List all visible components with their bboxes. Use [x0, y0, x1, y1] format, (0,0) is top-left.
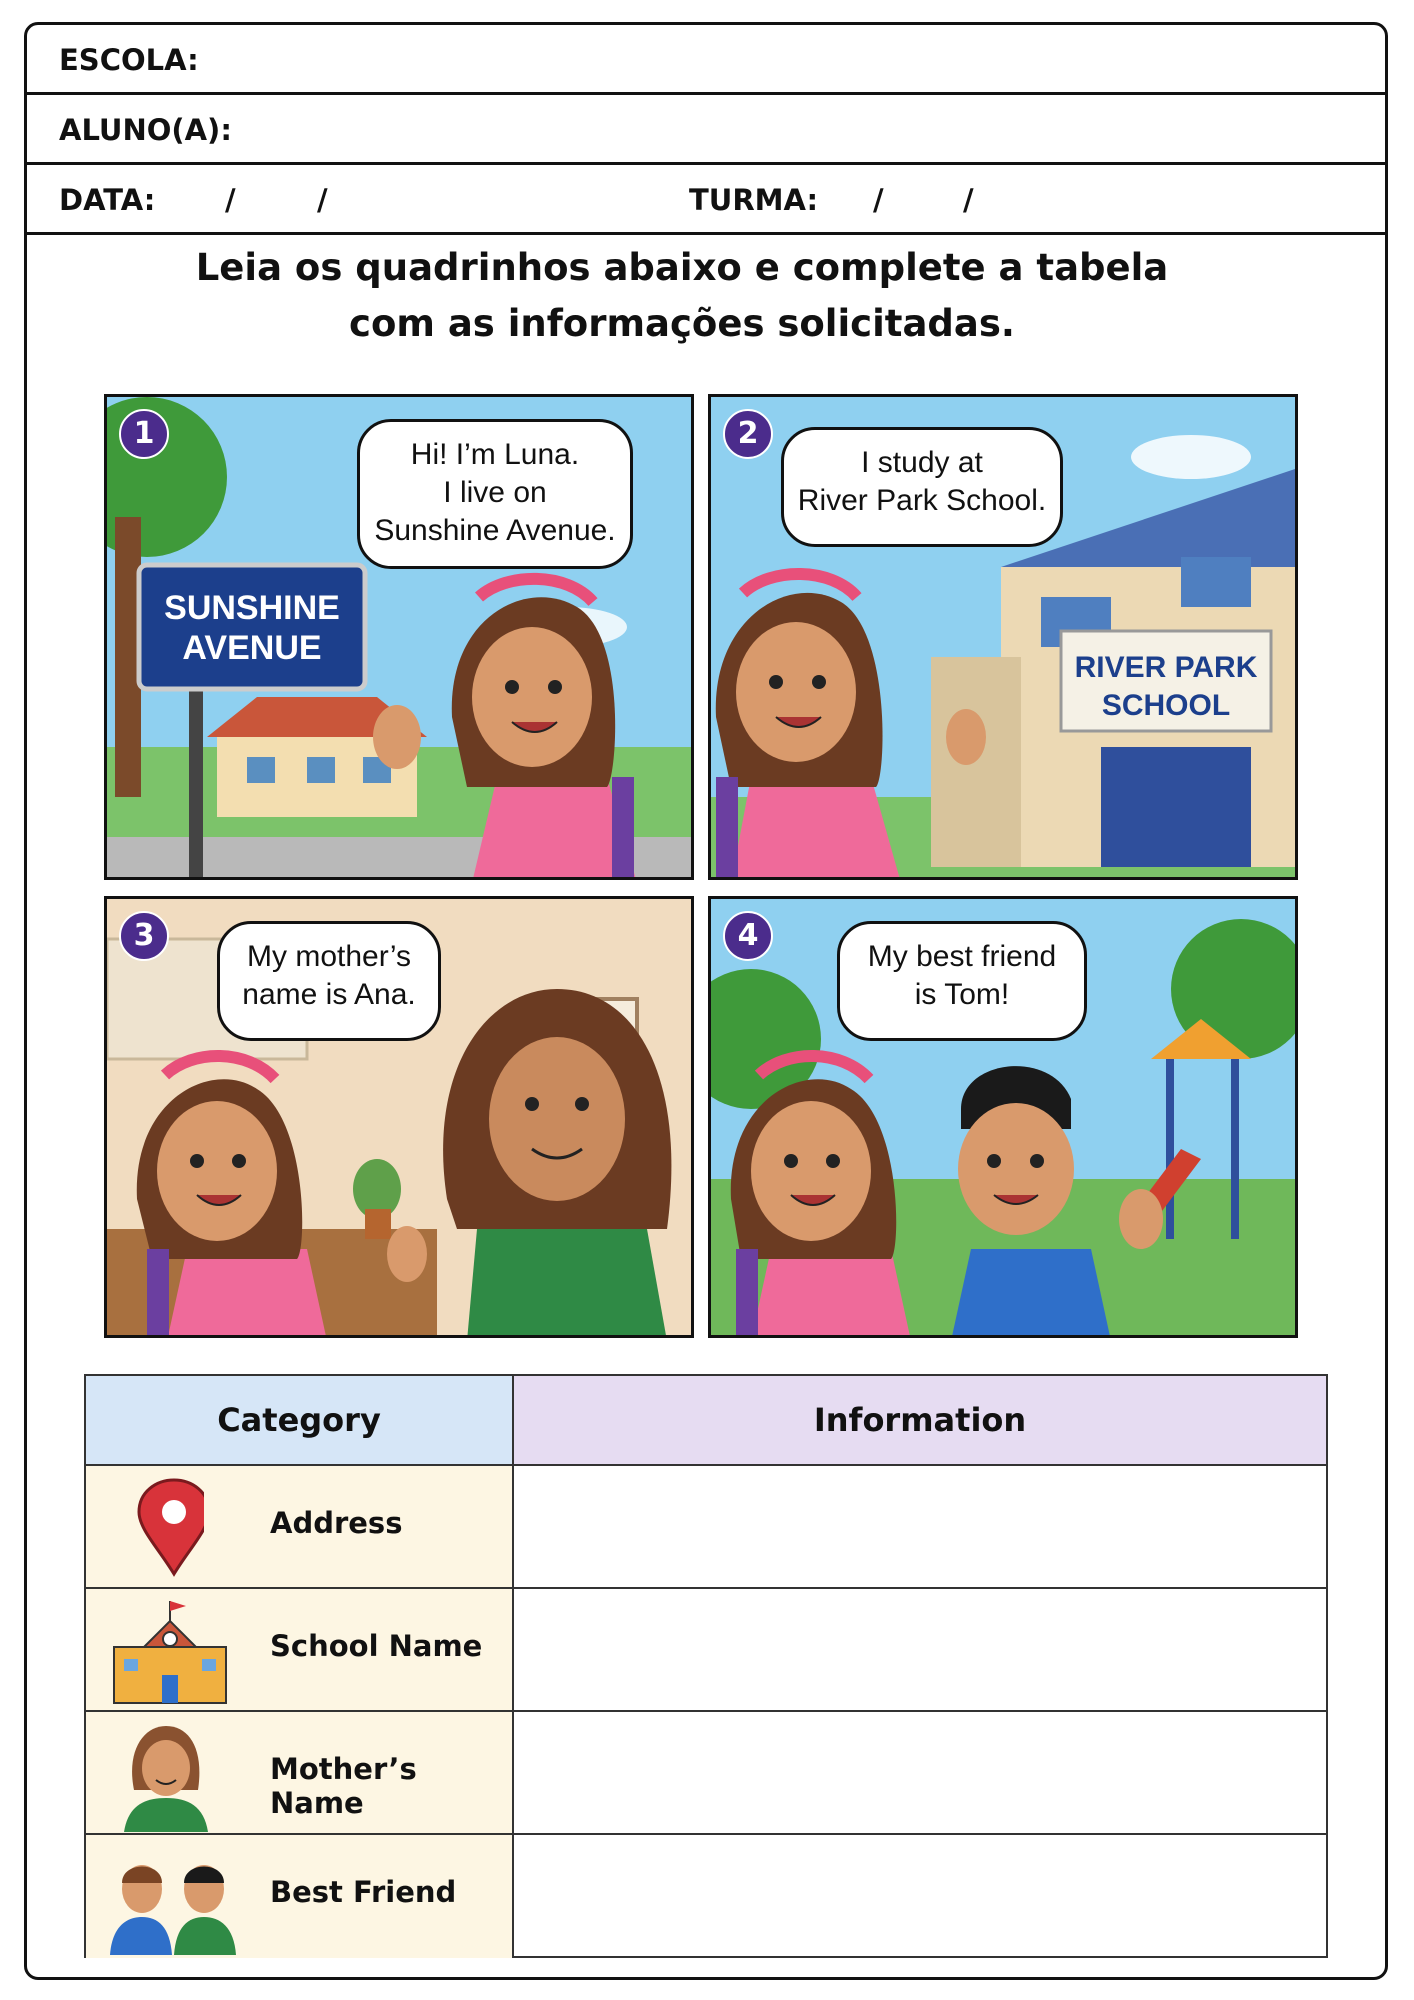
- category-cell: [86, 1712, 514, 1833]
- sunshine-sign-line2: AVENUE: [182, 629, 322, 667]
- category-cell: [86, 1589, 514, 1710]
- information-header: Information: [514, 1376, 1326, 1466]
- category-label-best-friend: Best Friend: [270, 1875, 457, 1909]
- address-answer-cell[interactable]: [514, 1466, 1326, 1587]
- sunshine-sign-line1: SUNSHINE: [164, 589, 340, 627]
- table-row-mothers-name: [86, 1712, 1326, 1835]
- instructions: Leia os quadrinhos abaixo e complete a tabela com as informações solicitadas.: [195, 246, 1169, 345]
- table-row-best-friend: [86, 1835, 1326, 1958]
- school-name-answer-cell[interactable]: [514, 1589, 1326, 1710]
- school-field[interactable]: [27, 25, 1385, 95]
- panel-1-speech-bubble: Hi! I’m Luna. I live on Sunshine Avenue.: [357, 419, 633, 569]
- table-row-school-name: [86, 1589, 1326, 1712]
- category-cell: [86, 1835, 514, 1958]
- category-label-mothers-name: Mother’s Name: [270, 1752, 417, 1820]
- panel-1-number-badge: 1: [119, 409, 169, 459]
- turma-label: TURMA:: [689, 183, 819, 217]
- panel-2-number-badge: 2: [723, 409, 773, 459]
- data-slash-1: /: [225, 183, 236, 217]
- student-field[interactable]: [27, 95, 1385, 165]
- table-row-address: [86, 1466, 1326, 1589]
- panel-3-number-badge: 3: [119, 911, 169, 961]
- category-header: Category: [86, 1376, 514, 1466]
- aluno-label: ALUNO(A):: [59, 113, 232, 147]
- panel-4-speech-bubble: My best friend is Tom!: [837, 921, 1087, 1041]
- data-slash-2: /: [317, 183, 328, 217]
- category-label-school-name: School Name: [270, 1629, 483, 1663]
- location-pin-icon: [104, 1474, 204, 1579]
- school-sign-line2: SCHOOL: [1101, 689, 1231, 722]
- best-friend-answer-cell[interactable]: [514, 1835, 1326, 1958]
- school-building-icon: [104, 1597, 234, 1707]
- comic-panel-3: [104, 896, 694, 1338]
- date-class-row: [27, 165, 1385, 235]
- friends-icon: [104, 1843, 244, 1955]
- turma-slash-1: /: [873, 183, 884, 217]
- mothers-name-answer-cell[interactable]: [514, 1712, 1326, 1833]
- category-label-address: Address: [270, 1506, 403, 1540]
- turma-slash-2: /: [963, 183, 974, 217]
- panel-3-speech-bubble: My mother’s name is Ana.: [217, 921, 441, 1041]
- data-label: DATA:: [59, 183, 156, 217]
- panel-2-speech-bubble: I study at River Park School.: [781, 427, 1063, 547]
- school-sign-line1: RIVER PARK: [1074, 651, 1258, 684]
- comic-panel-2: [708, 394, 1298, 880]
- info-table: [84, 1374, 1328, 1958]
- comic-panel-1: [104, 394, 694, 880]
- comic-panel-4: [708, 896, 1298, 1338]
- mother-icon: [104, 1720, 214, 1832]
- escola-label: ESCOLA:: [59, 43, 199, 77]
- panel-4-number-badge: 4: [723, 911, 773, 961]
- category-cell: [86, 1466, 514, 1587]
